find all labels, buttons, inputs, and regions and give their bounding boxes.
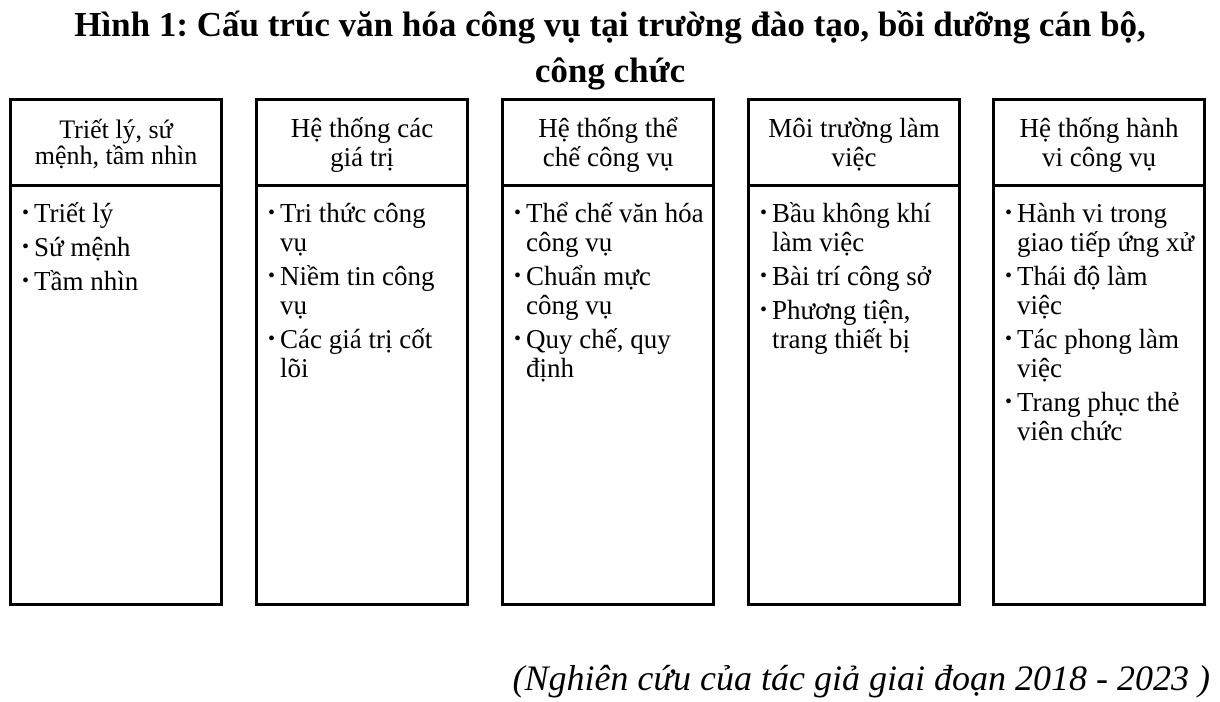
source-note: (Nghiên cứu của tác giả giai đoạn 2018 - 2023 ) [512,658,1210,698]
item-text: Tác phong làm việc [1017,324,1179,383]
bullet-icon: • [514,202,522,224]
bullet-icon: • [1005,328,1013,350]
column-heading: Hệ thống hành vi công vụ [995,101,1203,187]
bullet-icon: • [514,328,522,350]
list-item [268,325,458,383]
figure-title-line-1: Hình 1: Cấu trúc văn hóa công vụ tại trường đào tạo, bồi dưỡng cán bộ, [74,5,1146,44]
bullet-icon: • [514,265,522,287]
column-environment [747,98,961,606]
column-institutions [501,98,715,606]
item-text: Thể chế văn hóa công vụ [526,198,704,257]
column-heading: Hệ thống các giá trị [258,101,466,187]
list-item [1005,325,1195,383]
item-text: Niềm tin công vụ [280,261,435,320]
list-item [514,262,704,320]
list-item [1005,199,1195,257]
item-list [504,187,712,383]
list-item [22,233,212,262]
column-heading: Triết lý, sứ mệnh, tầm nhìn [12,101,220,187]
bullet-icon: • [22,202,30,224]
list-item [760,296,950,354]
item-text: Bầu không khí làm việc [772,198,931,257]
column-behavior [992,98,1206,606]
figure-title-line-2: công chức [534,51,686,90]
bullet-icon: • [760,299,768,321]
item-text: Bài trí công sở [772,261,932,291]
bullet-icon: • [268,265,276,287]
bullet-icon: • [22,236,30,258]
bullet-icon: • [22,270,30,292]
list-item [760,262,950,291]
column-heading: Hệ thống thể chế công vụ [504,101,712,187]
bullet-icon: • [268,202,276,224]
item-text: Phương tiện, trang thiết bị [772,295,911,354]
list-item [22,267,212,296]
item-list [12,187,220,296]
column-values [255,98,469,606]
list-item [22,199,212,228]
figure-title [0,2,1220,94]
bullet-icon: • [1005,202,1013,224]
list-item [1005,388,1195,446]
item-text: Quy chế, quy định [526,324,671,383]
bullet-icon: • [760,265,768,287]
bullet-icon: • [1005,265,1013,287]
item-text: Hành vi trong giao tiếp ứng xử [1017,198,1194,257]
list-item [514,199,704,257]
item-text: Sứ mệnh [34,232,131,262]
list-item [1005,262,1195,320]
column-philosophy [9,98,223,606]
item-text: Chuẩn mực công vụ [526,261,651,320]
list-item [268,262,458,320]
item-list [995,187,1203,446]
item-text: Triết lý [34,198,114,228]
list-item [514,325,704,383]
bullet-icon: • [1005,391,1013,413]
list-item [760,199,950,257]
item-list [258,187,466,383]
bullet-icon: • [760,202,768,224]
item-text: Tầm nhìn [34,266,139,296]
bullet-icon: • [268,328,276,350]
item-text: Trang phục thẻ viên chức [1017,387,1180,446]
item-text: Các giá trị cốt lõi [280,324,433,383]
column-heading: Môi trường làm việc [750,101,958,187]
list-item [268,199,458,257]
item-text: Tri thức công vụ [280,198,426,257]
item-text: Thái độ làm việc [1017,261,1148,320]
item-list [750,187,958,354]
